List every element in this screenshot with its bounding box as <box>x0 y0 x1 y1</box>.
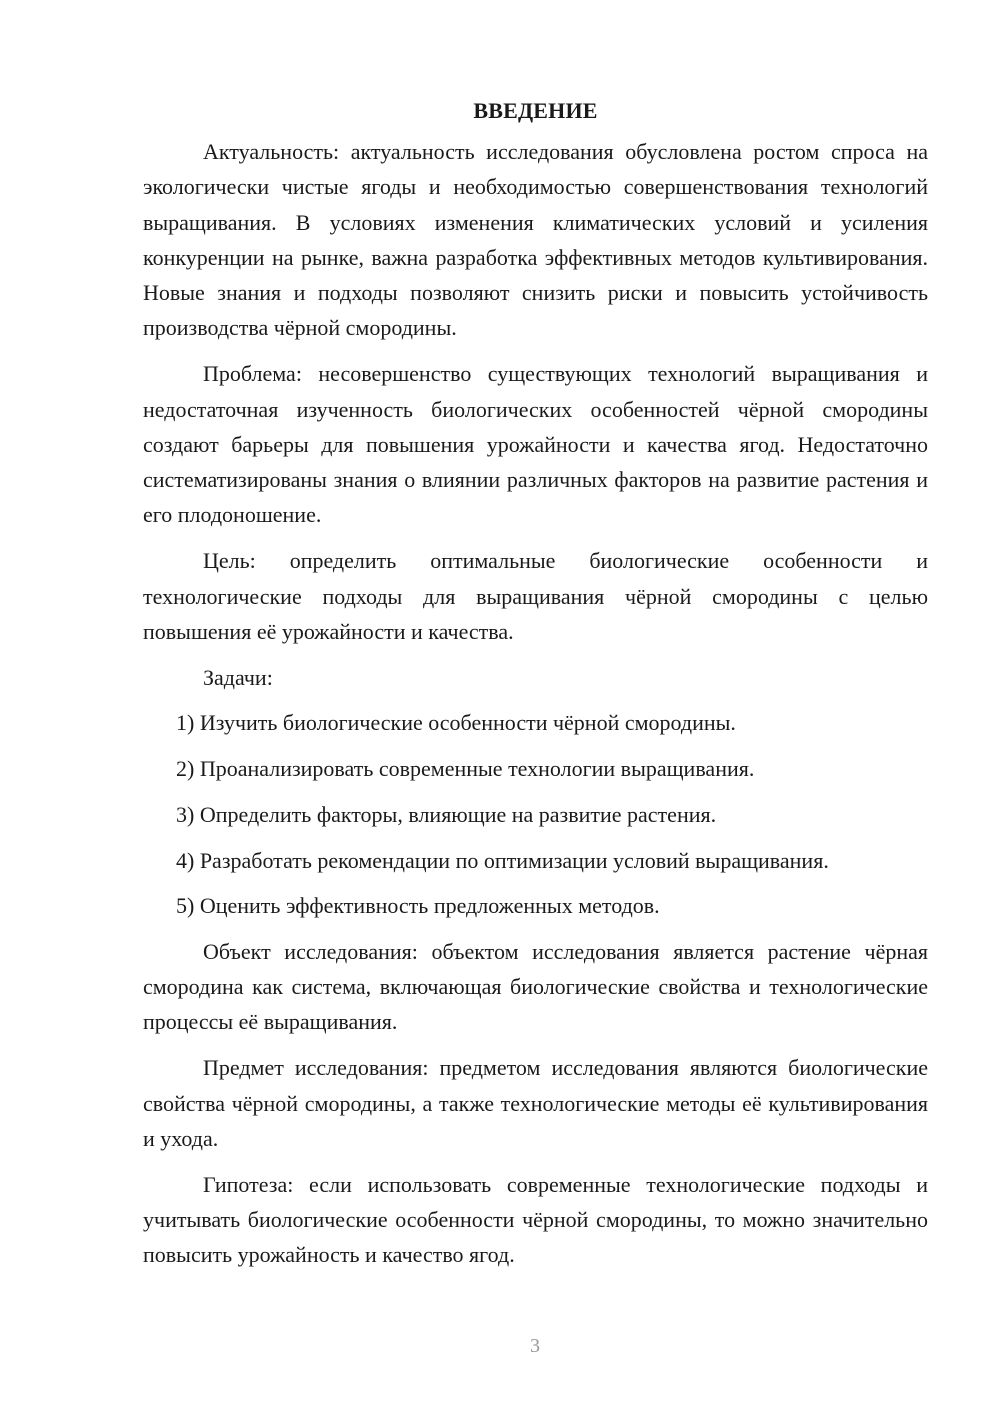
goal-paragraph: Цель: определить оптимальные биологические особенности и технологические подходы для выращивания чёрной смородины с целью повышения её урожайности и качества. <box>143 548 928 644</box>
object-paragraph: Объект исследования: объектом исследования является растение чёрная смородина как система, включающая биологические свойства и технологические процессы её выращивания. <box>143 938 928 1035</box>
page-number: 3 <box>530 1335 540 1357</box>
relevance-paragraph: Актуальность: актуальность исследования обусловлена ростом спроса на экологически чистые ягоды и необходимостью совершенствования технологий выращивания. В условиях изменения климатических условий и усиления конкуренции на рынке, важна разработка эффективных методов культивирования. Новые знания и подходы позволяют снизить риски и повысить устойчивость производства чёрной смородины. <box>143 139 928 341</box>
task-item: 3) Определить факторы, влияющие на развитие растения. <box>176 801 717 827</box>
problem-paragraph: Проблема: несовершенство существующих технологий выращивания и недостаточная изученность биологических особенностей чёрной смородины создают барьеры для повышения урожайности и качества ягод. Недостаточно систематизированы знания о влиянии различных факторов на развитие растения и его плодоношение. <box>143 361 928 528</box>
page-title: ВВЕДЕНИЕ <box>473 98 598 123</box>
task-item: 4) Разработать рекомендации по оптимизации условий выращивания. <box>176 847 829 873</box>
tasks-list <box>143 705 928 923</box>
hypothesis-paragraph: Гипотеза: если использовать современные технологические подходы и учитывать биологические особенности чёрной смородины, то можно значительно повысить урожайность и качество ягод. <box>143 1171 928 1268</box>
task-item: 2) Проанализировать современные технологии выращивания. <box>176 756 755 782</box>
task-item: 1) Изучить биологические особенности чёрной смородины. <box>176 710 736 736</box>
tasks-heading: Задачи: <box>203 664 273 690</box>
page-content <box>143 96 928 1283</box>
task-item: 5) Оценить эффективность предложенных методов. <box>176 893 660 919</box>
subject-paragraph: Предмет исследования: предметом исследования являются биологические свойства чёрной смородины, а также технологические методы её культивирования и ухода. <box>143 1055 928 1151</box>
